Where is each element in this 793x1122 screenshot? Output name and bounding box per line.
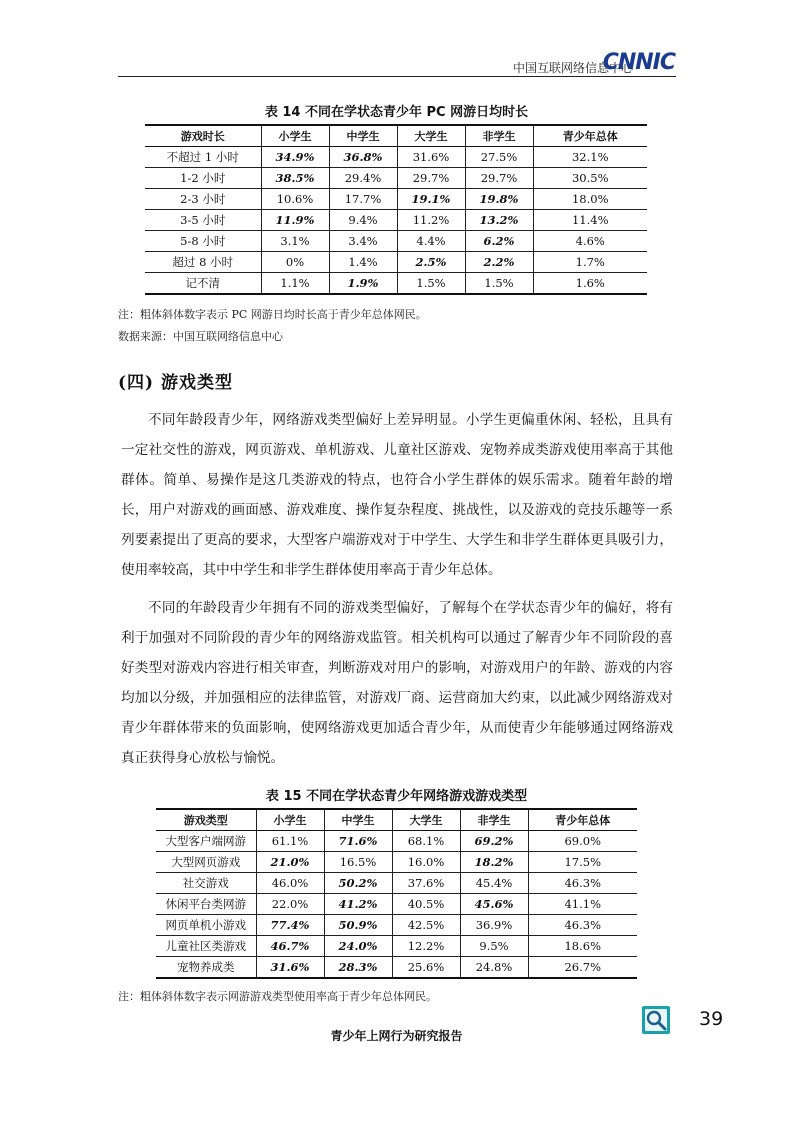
table14-header-cell: 青少年总体 xyxy=(533,125,647,147)
table-row xyxy=(156,957,637,979)
table15-note: 注：粗体斜体数字表示网游游戏类型使用率高于青少年总体网民。 xyxy=(118,990,437,1003)
table-cell: 41.2% xyxy=(324,894,392,915)
table-cell: 31.6% xyxy=(256,957,324,979)
table-cell: 68.1% xyxy=(392,831,460,852)
table-row xyxy=(145,252,647,273)
table-row xyxy=(156,873,637,894)
table14-source: 数据来源：中国互联网络信息中心 xyxy=(118,330,283,343)
row-label: 儿童社区类游戏 xyxy=(156,936,256,957)
table-cell: 3.4% xyxy=(329,231,397,252)
table-row xyxy=(145,273,647,295)
table-cell: 36.8% xyxy=(329,147,397,168)
table-cell: 77.4% xyxy=(256,915,324,936)
table-cell: 41.1% xyxy=(528,894,637,915)
table-cell: 17.5% xyxy=(528,852,637,873)
table-cell: 1.5% xyxy=(397,273,465,295)
row-label: 网页单机小游戏 xyxy=(156,915,256,936)
table-cell: 34.9% xyxy=(261,147,329,168)
row-label: 5-8 小时 xyxy=(145,231,261,252)
table-cell: 26.7% xyxy=(528,957,637,979)
table-cell: 3.1% xyxy=(261,231,329,252)
table15 xyxy=(156,808,637,979)
table14-title: 表 14 不同在学状态青少年 PC 网游日均时长 xyxy=(264,105,529,120)
footer-title: 青少年上网行为研究报告 xyxy=(330,1029,463,1043)
table-cell: 1.7% xyxy=(533,252,647,273)
table-row xyxy=(156,915,637,936)
table-row xyxy=(145,168,647,189)
table-cell: 22.0% xyxy=(256,894,324,915)
table-row xyxy=(145,210,647,231)
table15-header-cell: 小学生 xyxy=(256,809,324,831)
table14-note: 注：粗体斜体数字表示 PC 网游日均时长高于青少年总体网民。 xyxy=(118,308,427,321)
table14-header-cell: 非学生 xyxy=(465,125,533,147)
table14-header-cell: 游戏时长 xyxy=(145,125,261,147)
row-label: 社交游戏 xyxy=(156,873,256,894)
table-cell: 11.4% xyxy=(533,210,647,231)
table14-header-cell: 中学生 xyxy=(329,125,397,147)
table-row xyxy=(156,936,637,957)
table-cell: 6.2% xyxy=(465,231,533,252)
row-label: 大型网页游戏 xyxy=(156,852,256,873)
table15-header-cell: 中学生 xyxy=(324,809,392,831)
table-cell: 1.6% xyxy=(533,273,647,295)
table-cell: 42.5% xyxy=(392,915,460,936)
table-cell: 36.9% xyxy=(460,915,528,936)
table-row xyxy=(156,894,637,915)
table-cell: 32.1% xyxy=(533,147,647,168)
table-cell: 9.5% xyxy=(460,936,528,957)
row-label: 3-5 小时 xyxy=(145,210,261,231)
table-cell: 17.7% xyxy=(329,189,397,210)
table-cell: 1.1% xyxy=(261,273,329,295)
table-cell: 29.7% xyxy=(465,168,533,189)
table-cell: 18.2% xyxy=(460,852,528,873)
row-label: 超过 8 小时 xyxy=(145,252,261,273)
table-cell: 1.4% xyxy=(329,252,397,273)
table-cell: 19.8% xyxy=(465,189,533,210)
table-cell: 71.6% xyxy=(324,831,392,852)
header-organization: 中国互联网络信息中心 xyxy=(512,61,633,75)
table-cell: 2.5% xyxy=(397,252,465,273)
table-cell: 12.2% xyxy=(392,936,460,957)
table-cell: 46.3% xyxy=(528,873,637,894)
paragraph-2: 不同的年龄段青少年拥有不同的游戏类型偏好，了解每个在学状态青少年的偏好，将有利于加强对不同阶段的青少年的网络游戏监管。相关机构可以通过了解青少年不同阶段的喜好类型对游戏内容进行相关审查，判断游戏对用户的影响，对游戏用户的年龄、游戏的内容均加以分级，并加强相应的法律监管，对游戏厂商、运营商加大约束，以此减少网络游戏对青少年群体带来的负面影响，使网络游戏更加适合青少年，从而使青少年能够通过网络游戏真正获得身心放松与愉悦。 xyxy=(121,600,673,766)
table-cell: 18.0% xyxy=(533,189,647,210)
table-row xyxy=(145,231,647,252)
cnnic-logo: CNNIC xyxy=(602,50,675,75)
table-row xyxy=(156,831,637,852)
table-cell: 10.6% xyxy=(261,189,329,210)
table14-header-cell: 大学生 xyxy=(397,125,465,147)
table-cell: 29.7% xyxy=(397,168,465,189)
table-row xyxy=(145,147,647,168)
table-cell: 16.5% xyxy=(324,852,392,873)
table-cell: 69.2% xyxy=(460,831,528,852)
table-cell: 50.9% xyxy=(324,915,392,936)
table15-title: 表 15 不同在学状态青少年网络游戏游戏类型 xyxy=(265,789,528,804)
table-cell: 61.1% xyxy=(256,831,324,852)
table15-header-cell: 非学生 xyxy=(460,809,528,831)
row-label: 1-2 小时 xyxy=(145,168,261,189)
table-row xyxy=(145,189,647,210)
page-number: 39 xyxy=(699,1008,724,1030)
table14 xyxy=(145,124,647,295)
row-label: 休闲平台类网游 xyxy=(156,894,256,915)
table-cell: 19.1% xyxy=(397,189,465,210)
row-label: 不超过 1 小时 xyxy=(145,147,261,168)
table-cell: 27.5% xyxy=(465,147,533,168)
table-cell: 18.6% xyxy=(528,936,637,957)
table-cell: 13.2% xyxy=(465,210,533,231)
table-cell: 24.8% xyxy=(460,957,528,979)
table-cell: 16.0% xyxy=(392,852,460,873)
table-cell: 9.4% xyxy=(329,210,397,231)
table15-header-cell: 青少年总体 xyxy=(528,809,637,831)
table-cell: 2.2% xyxy=(465,252,533,273)
table-cell: 46.0% xyxy=(256,873,324,894)
table-cell: 37.6% xyxy=(392,873,460,894)
row-label: 记不清 xyxy=(145,273,261,295)
table-cell: 50.2% xyxy=(324,873,392,894)
section-heading: (四) 游戏类型 xyxy=(118,373,234,393)
table-cell: 46.7% xyxy=(256,936,324,957)
table-cell: 38.5% xyxy=(261,168,329,189)
table-cell: 21.0% xyxy=(256,852,324,873)
table-cell: 11.9% xyxy=(261,210,329,231)
table15-header-row xyxy=(156,809,637,831)
table-cell: 46.3% xyxy=(528,915,637,936)
table-cell: 30.5% xyxy=(533,168,647,189)
table15-header-cell: 游戏类型 xyxy=(156,809,256,831)
header-rule xyxy=(118,76,676,77)
table-cell: 25.6% xyxy=(392,957,460,979)
table-cell: 1.5% xyxy=(465,273,533,295)
table-cell: 45.6% xyxy=(460,894,528,915)
table14-header-row xyxy=(145,125,647,147)
paragraph-1: 不同年龄段青少年，网络游戏类型偏好上差异明显。小学生更偏重休闲、轻松，且具有一定社交性的游戏，网页游戏、单机游戏、儿童社区游戏、宠物养成类游戏使用率高于其他群体。简单、易操作是这几类游戏的特点，也符合小学生群体的娱乐需求。随着年龄的增长，用户对游戏的画面感、游戏难度、操作复杂程度、挑战性，以及游戏的竞技乐趣等一系列要素提出了更高的要求，大型客户端游戏对于中学生、大学生和非学生群体更具吸引力，使用率较高，其中中学生和非学生群体使用率高于青少年总体。 xyxy=(121,412,673,578)
table-cell: 11.2% xyxy=(397,210,465,231)
table-cell: 4.4% xyxy=(397,231,465,252)
table-cell: 0% xyxy=(261,252,329,273)
table-cell: 40.5% xyxy=(392,894,460,915)
table-cell: 69.0% xyxy=(528,831,637,852)
table-cell: 1.9% xyxy=(329,273,397,295)
table-cell: 31.6% xyxy=(397,147,465,168)
table-cell: 4.6% xyxy=(533,231,647,252)
table15-header-cell: 大学生 xyxy=(392,809,460,831)
table14-header-cell: 小学生 xyxy=(261,125,329,147)
table-cell: 28.3% xyxy=(324,957,392,979)
row-label: 2-3 小时 xyxy=(145,189,261,210)
table-cell: 24.0% xyxy=(324,936,392,957)
table-cell: 29.4% xyxy=(329,168,397,189)
row-label: 宠物养成类 xyxy=(156,957,256,979)
table-row xyxy=(156,852,637,873)
table-cell: 45.4% xyxy=(460,873,528,894)
row-label: 大型客户端网游 xyxy=(156,831,256,852)
